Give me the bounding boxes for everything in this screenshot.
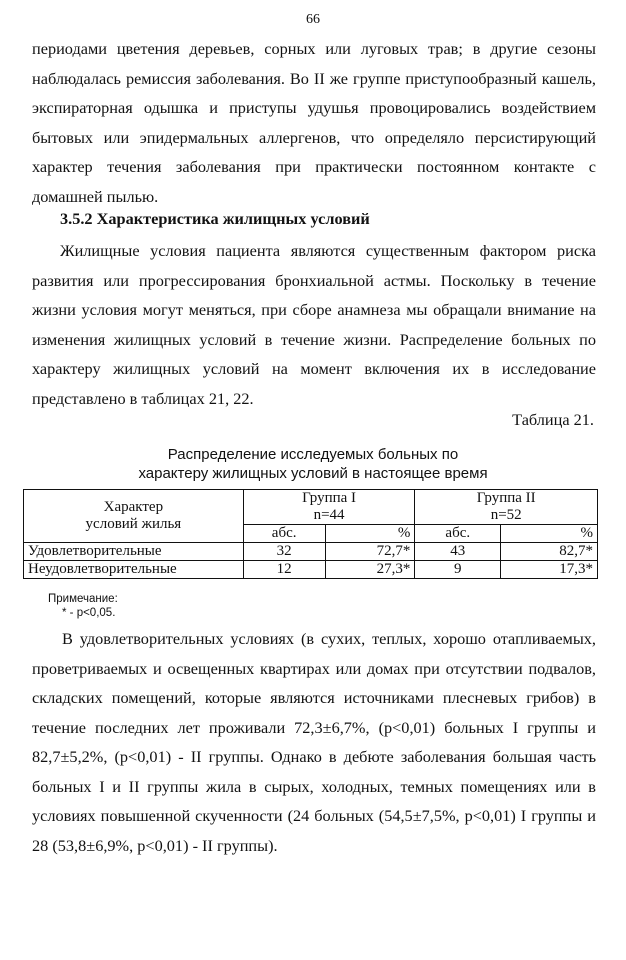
cell-g1-abs: 32 xyxy=(243,543,325,561)
row-label: Удовлетворительные xyxy=(24,543,244,561)
cell-g2-pct: 17,3* xyxy=(501,561,598,579)
cell-g1-abs: 12 xyxy=(243,561,325,579)
cell-g1-pct: 27,3* xyxy=(325,561,415,579)
subheader-pct-group-1: % xyxy=(325,525,415,543)
note-text: * - p<0,05. xyxy=(62,607,116,619)
subheader-abs-group-2: абс. xyxy=(415,525,501,543)
table-row xyxy=(24,561,598,579)
note-title: Примечание: xyxy=(48,593,118,605)
page-number: 66 xyxy=(306,12,320,27)
header-group-1: Группа I n=44 xyxy=(243,490,415,525)
cell-g1-pct: 72,7* xyxy=(325,543,415,561)
subheader-abs-group-1: абс. xyxy=(243,525,325,543)
cell-g2-abs: 43 xyxy=(415,543,501,561)
header-condition-type: Характер условий жилья xyxy=(24,490,244,543)
paragraph-2: Жилищные условия пациента являются существенным фактором риска развития или прогрессирования бронхиальной астмы. Поскольку в течение жизни условия могут меняться, при сборе анамнеза мы обращали внимание на изменения жилищных условий в течение жизни. Распределение больных по характеру жилищных условий на момент включения их в исследование представлено в таблицах 21, 22. xyxy=(32,241,596,408)
table-row xyxy=(24,543,598,561)
table-caption-line-1: Распределение исследуемых больных по xyxy=(167,446,459,463)
paragraph-1: периодами цветения деревьев, сорных или луговых трав; в другие сезоны наблюдалась ремиссия заболевания. Во II же группе приступообразный кашель, экспираторная одышка и приступы удушья провоцировались воздействием бытовых или эпидермальных аллергенов, что определяло персистирующий характер течения заболевания при практически постоянном контакте с домашней пылью. xyxy=(32,39,596,206)
paragraph-3: В удовлетворительных условиях (в сухих, теплых, хорошо отапливаемых, проветриваемых и освещенных квартирах или домах при отсутствии подвалов, складских помещений, которые являются источниками плесневых грибов) в течение последних лет проживали 72,3±6,7%, (p<0,01) больных I группы и 82,7±5,2%, (p<0,01) - II группы. Однако в дебюте заболевания большая часть больных I и II группы жила в сырых, холодных, темных помещениях или в условиях повышенной скученности (24 больных (54,5±7,5%, p<0,01) I группы и 28 (53,8±6,9%, p<0,01) - II группы). xyxy=(32,629,596,855)
row-label: Неудовлетворительные xyxy=(24,561,244,579)
cell-g2-abs: 9 xyxy=(415,561,501,579)
cell-g2-pct: 82,7* xyxy=(501,543,598,561)
housing-conditions-table xyxy=(23,489,598,579)
table-note xyxy=(48,592,118,620)
section-heading: 3.5.2 Характеристика жилищных условий xyxy=(60,209,370,228)
subheader-pct-group-2: % xyxy=(501,525,598,543)
header-group-2: Группа II n=52 xyxy=(415,490,598,525)
table-caption-line-2: характеру жилищных условий в настоящее время xyxy=(138,465,488,482)
table-header-row xyxy=(24,490,598,525)
table-caption xyxy=(0,445,626,483)
table-label: Таблица 21. xyxy=(512,410,594,429)
